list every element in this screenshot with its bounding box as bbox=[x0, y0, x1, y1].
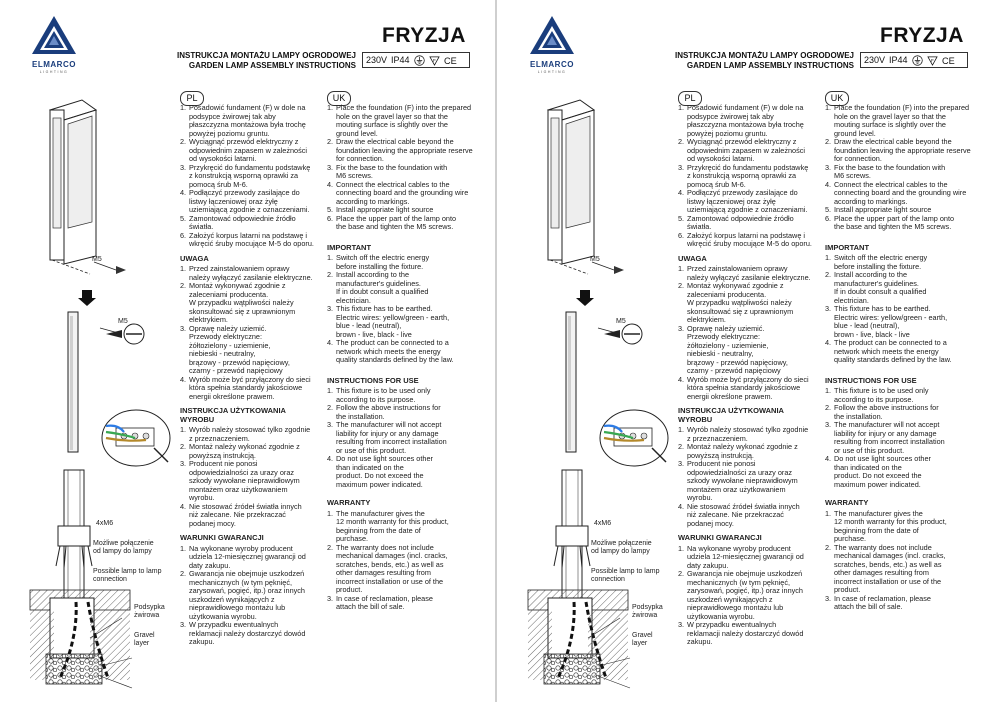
label-m5-top: M5 bbox=[92, 256, 102, 263]
elmarco-logo bbox=[22, 14, 86, 76]
title-en: GARDEN LAMP ASSEMBLY INSTRUCTIONS bbox=[188, 61, 356, 70]
en-step: Install appropriate light source bbox=[336, 205, 434, 214]
label-screws: 4xM6 bbox=[96, 520, 114, 527]
product-name: FRYZJA bbox=[880, 24, 964, 47]
label-possible-connection-pl: Możliwe połączenie od lampy do lampy bbox=[93, 540, 154, 555]
pl-uwaga-item: Montaż wykonywać zgodnie z zaleceniami producenta. W przypadku wątpliwości należy skonsultować się z uprawnionym elektrykiem. bbox=[687, 281, 794, 324]
en-important-item: Switch off the electric energy before installing the fixture. bbox=[834, 253, 928, 271]
pl-uzytk-item: Wyrób należy stosować tylko zgodnie z przeznaczeniem. bbox=[687, 425, 809, 443]
pl-step: Przykręcić do fundamentu podstawkę z konstrukcją wsporną oprawki za pomocą śrub M-6. bbox=[687, 162, 809, 189]
pl-gwar-item: Na wykonane wyroby producent udziela 12-miesięcznej gwarancji od daty zakupu. bbox=[189, 543, 306, 570]
f-mark-icon bbox=[429, 55, 440, 66]
pl-gwar-item: W przypadku ewentualnych reklamacji należy dostarczyć dowód zakupu. bbox=[189, 620, 306, 646]
lang-badge-uk: UK bbox=[825, 91, 849, 106]
pl-uzytk-title: INSTRUKCJA UŻYTKOWANIA WYROBU bbox=[678, 406, 784, 424]
title-pl: INSTRUKCJA MONTAŻU LAMPY OGRODOWEJ bbox=[177, 51, 356, 60]
ip-rating: IP44 bbox=[391, 55, 410, 65]
pl-step: Podłączyć przewody zasilające do listwy łączeniowej oraz żyłę uziemiającą zgodnie z oznaczeniami. bbox=[189, 188, 310, 214]
brand-sub: LIGHTING bbox=[39, 70, 69, 74]
ground-symbol-icon bbox=[912, 55, 923, 66]
en-important-title: IMPORTANT bbox=[825, 242, 870, 252]
svg-text:CE: CE bbox=[443, 55, 457, 66]
en-step: Fix the base to the foundation with M6 screws. bbox=[336, 162, 448, 180]
product-name: FRYZJA bbox=[382, 24, 466, 47]
pl-uwaga-item: Przed zainstalowaniem oprawy należy wyłączyć zasilanie elektryczne. bbox=[189, 264, 313, 282]
en-warranty-title: WARRANTY bbox=[825, 498, 869, 507]
english-column: 1. Place the foundation (F) into the prepared hole on the gravel layer so that the mouting surface is slightly over the ground level. 2. Draw the electrical cable beyond the foundation leaving the appropriate reserve for connection. 3. Fix the base to the foundation with M6 screws. 4. Connect the electrical cables to the connecting board and the grounding wire according to markings. 5. Install appropriate light source 6. Place the upper part of the lamp onto the base and tighten the M5 screws. IMPORTANT 1. Switch off the electric energy before installing the fixture. 2. Install according to the manufacturer's guidelines. If in doubt consult a qualified electrician. 3. This fixture has to be earthed. Electric wires: yellow/green - earth, blue - lead (neutral), brown - live, black - live 4. The product can be connected to a network which meets the energy quality standards defined by the law. INSTRUCTIONS FOR USE 1. This fixture is to be used only according to its purpose. 2. Follow the above instructions for the installation. 3. The manufacturer will not accept liability for injury or any damage resulting from incorrect installation or use of this product. 4. Do not use light sources other than indicated on the product. Do not exceed the maximum power indicated. WARRANTY 1. The manufacturer gives the 12 month warranty for this product, beginning from the date of purchase. 2. The warranty does not include mechanical damages (incl. cracks, scratches, bends, etc.) as well as other damages resulting from incorrect installation or use of the product. 3. In case of reclamation, please attach the bill of sale. bbox=[327, 104, 475, 612]
pl-step: Zamontować odpowiednie źródło światła. bbox=[687, 213, 794, 231]
pl-uzytk-item: Montaż należy wykonać zgodnie z powyższą instrukcją. bbox=[189, 442, 300, 460]
brand-name: ELMARCO bbox=[530, 60, 574, 69]
en-warranty-title: WARRANTY bbox=[327, 498, 371, 507]
pl-uwaga-item: Montaż wykonywać zgodnie z zaleceniami producenta. W przypadku wątpliwości należy skonsultować się z uprawnionym elektrykiem. bbox=[189, 281, 296, 324]
en-use-item: Follow the above instructions for the installation. bbox=[834, 403, 939, 421]
pl-uwaga-item: Przed zainstalowaniem oprawy należy wyłączyć zasilanie elektryczne. bbox=[687, 264, 811, 282]
en-use-item: This fixture is to be used only according to its purpose. bbox=[336, 386, 431, 404]
f-mark-icon bbox=[927, 55, 938, 66]
en-important-item: This fixture has to be earthed. Electric wires: yellow/green - earth, blue - lead (neutral), brown - live, black - live bbox=[336, 304, 450, 339]
en-step: Place the foundation (F) into the prepared hole on the gravel layer so that the mouting surface is slightly over the ground level. bbox=[834, 103, 970, 138]
pl-uzytk-item: Nie stosować źródeł światła innych niż zalecane. Nie przekraczać podanej mocy. bbox=[687, 501, 800, 528]
ce-mark-icon bbox=[444, 55, 455, 66]
ground-symbol-icon bbox=[414, 55, 425, 66]
voltage: 230V bbox=[366, 55, 388, 65]
en-use-item: Do not use light sources other than indicated on the product. Do not exceed the maximum power indicated. bbox=[834, 454, 931, 489]
en-warranty-item: In case of reclamation, please attach the bill of sale. bbox=[336, 593, 433, 611]
en-use-title: INSTRUCTIONS FOR USE bbox=[825, 375, 917, 385]
en-important-item: The product can be connected to a network which meets the energy quality standards defined by the law. bbox=[834, 338, 952, 364]
en-step: Install appropriate light source bbox=[834, 205, 932, 214]
pl-uwaga-item: Wyrób może być przyłączony do sieci która spełnia standardy jakościowe energii określone prawem. bbox=[189, 374, 311, 401]
label-possible-connection-en: Possible lamp to lamp connection bbox=[93, 568, 162, 583]
pl-uwaga-title: UWAGA bbox=[180, 253, 209, 263]
en-use-item: Follow the above instructions for the installation. bbox=[336, 403, 441, 421]
label-gravel-pl: Podsypka żwirowa bbox=[632, 604, 663, 619]
en-important-item: The product can be connected to a network which meets the energy quality standards defined by the law. bbox=[336, 338, 454, 364]
en-important-title: IMPORTANT bbox=[327, 242, 372, 252]
title-en: GARDEN LAMP ASSEMBLY INSTRUCTIONS bbox=[686, 61, 854, 70]
instruction-page-left bbox=[0, 0, 494, 702]
svg-text:F: F bbox=[930, 57, 934, 63]
en-step: Draw the electrical cable beyond the foundation leaving the appropriate reserve for connection. bbox=[336, 137, 473, 163]
brand-name: ELMARCO bbox=[32, 60, 76, 69]
pl-step: Przykręcić do fundamentu podstawkę z konstrukcją wsporną oprawki za pomocą śrub M-6. bbox=[189, 162, 311, 189]
en-step: Connect the electrical cables to the connecting board and the grounding wire according to markings. bbox=[834, 179, 967, 206]
label-possible-connection-pl: Możliwe połączenie od lampy do lampy bbox=[591, 540, 652, 555]
pl-gwar-item: W przypadku ewentualnych reklamacji należy dostarczyć dowód zakupu. bbox=[687, 620, 804, 646]
pl-step: Wyciągnąć przewód elektryczny z odpowiednim zapasem w zależności od wysokości latarni. bbox=[687, 137, 806, 163]
pl-uzytk-item: Montaż należy wykonać zgodnie z powyższą instrukcją. bbox=[687, 442, 798, 460]
pl-uzytk-item: Producent nie ponosi odpowiedzialności za urazy oraz szkody wywołane nieprawidłowym montażem oraz użytkowaniem wyrobu. bbox=[189, 459, 300, 502]
svg-text:F: F bbox=[432, 57, 436, 63]
pl-uzytk-item: Producent nie ponosi odpowiedzialności za urazy oraz szkody wywołane nieprawidłowym montażem oraz użytkowaniem wyrobu. bbox=[687, 459, 798, 502]
en-step: Place the upper part of the lamp onto the base and tighten the M5 screws. bbox=[336, 213, 457, 231]
label-gravel-en: Gravel layer bbox=[134, 632, 155, 647]
pl-uwaga-item: Oprawę należy uziemić. Przewody elektryczne: żółtozielony - uziemienie, niebieski - neutralny, brązowy - przewód napięciowy, czarny - przewód napięciowy bbox=[189, 323, 290, 375]
lang-badge-pl: PL bbox=[678, 91, 702, 106]
en-step: Fix the base to the foundation with M6 screws. bbox=[834, 162, 946, 180]
en-step: Place the foundation (F) into the prepared hole on the gravel layer so that the mouting surface is slightly over the ground level. bbox=[336, 103, 472, 138]
en-steps: 1. Place the foundation (F) into the prepared hole on the gravel layer so that the mouting surface is slightly over the ground level. 2. Draw the electrical cable beyond the foundation leaving the appropriate reserve for connection. 3. Fix the base to the foundation with M6 screws. 4. Connect the electrical cables to the connecting board and the grounding wire according to markings. 5. Install appropriate light source 6. Place the upper part of the lamp onto the base and tighten the M5 screws. bbox=[825, 103, 971, 231]
pl-gwar-item: Gwarancja nie obejmuje uszkodzeń mechanicznych (w tym pęknięć, zarysowań, pogięć, itp.) oraz innych uszkodzeń wynikających z nieprawidłowego montażu lub użytkowania wyrobu. bbox=[189, 569, 305, 621]
ip-rating: IP44 bbox=[889, 55, 908, 65]
pl-uzytk-item: Wyrób należy stosować tylko zgodnie z przeznaczeniem. bbox=[189, 425, 311, 443]
elmarco-logo bbox=[520, 14, 584, 76]
pl-gwar-item: Na wykonane wyroby producent udziela 12-miesięcznej gwarancji od daty zakupu. bbox=[687, 543, 804, 570]
en-step: Draw the electrical cable beyond the foundation leaving the appropriate reserve for connection. bbox=[834, 137, 971, 163]
page-divider bbox=[495, 0, 497, 702]
label-m5-top: M5 bbox=[590, 256, 600, 263]
pl-step: Posadowić fundament (F) w dole na podsypce żwirowej tak aby płaszczyzna montażowa była trochę powyżej poziomu gruntu. bbox=[189, 103, 306, 138]
spec-box bbox=[362, 52, 470, 68]
pl-step: Wyciągnąć przewód elektryczny z odpowiednim zapasem w zależności od wysokości latarni. bbox=[189, 137, 308, 163]
en-important-item: This fixture has to be earthed. Electric wires: yellow/green - earth, blue - lead (neutral), brown - live, black - live bbox=[834, 304, 948, 339]
en-use-item: The manufacturer will not accept liability for injury or any damage resulting from incorrect installation or use of this product. bbox=[336, 420, 447, 455]
lang-badge-pl: PL bbox=[180, 91, 204, 106]
elmarco-logo-icon bbox=[520, 14, 584, 60]
en-warranty-item: In case of reclamation, please attach the bill of sale. bbox=[834, 593, 931, 611]
en-warranty-item: The manufacturer gives the 12 month warranty for this product, beginning from the date of purchase. bbox=[336, 508, 449, 543]
pl-uwaga-item: Wyrób może być przyłączony do sieci która spełnia standardy jakościowe energii określone prawem. bbox=[687, 374, 809, 401]
polish-column: 1. Posadowić fundament (F) w dole na podsypce żwirowej tak aby płaszczyzna montażowa była trochę powyżej poziomu gruntu. 2. Wyciągnąć przewód elektryczny z odpowiednim zapasem w zależności od wysokości latarni. 3. Przykręcić do fundamentu podstawkę z konstrukcją wsporną oprawki za pomocą śrub M-6. 4. Podłączyć przewody zasilające do listwy łączeniowej oraz żyłę uziemiającą zgodnie z oznaczeniami. 5. Zamontować odpowiednie źródło światła. 6. Założyć korpus latarni na podstawę i wkręcić śruby mocujące M-5 do oporu. UWAGA 1. Przed zainstalowaniem oprawy należy wyłączyć zasilanie elektryczne. 2. Montaż wykonywać zgodnie z zaleceniami producenta. W przypadku wątpliwości należy skonsultować się z uprawnionym elektrykiem. 3. Oprawę należy uziemić. Przewody elektryczne: żółtozielony - uziemienie, niebieski - neutralny, brązowy - przewód napięciowy, czarny - przewód napięciowy 4. Wyrób może być przyłączony do sieci która spełnia standardy jakościowe energii określone prawem. INSTRUKCJA UŻYTKOWANIA WYROBU 1. Wyrób należy stosować tylko zgodnie z przeznaczeniem. 2. Montaż należy wykonać zgodnie z powyższą instrukcją. 3. Producent nie ponosi odpowiedzialności za urazy oraz szkody wywołane nieprawidłowym montażem oraz użytkowaniem wyrobu. 4. Nie stosować źródeł światła innych niż zalecane. Nie przekraczać podanej mocy. WARUNKI GWARANCJI 1. Na wykonane wyroby producent udziela 12-miesięcznej gwarancji od daty zakupu. 2. Gwarancja nie obejmuje uszkodzeń mechanicznych (w tym pęknięć, zarysowań, pogięć, itp.) oraz innych uszkodzeń wynikających z nieprawidłowego montażu lub użytkowania wyrobu. 3. W przypadku ewentualnych reklamacji należy dostarczyć dowód zakupu. bbox=[180, 104, 326, 647]
en-warranty-item: The warranty does not include mechanical damages (incl. cracks, scratches, bends, etc.) as well as other damages resulting from incorrect installation or use of the product. bbox=[336, 542, 448, 594]
pl-step: Założyć korpus latarni na podstawę i wkręcić śruby mocujące M-5 do oporu. bbox=[687, 230, 812, 248]
voltage: 230V bbox=[864, 55, 886, 65]
pl-step: Założyć korpus latarni na podstawę i wkręcić śruby mocujące M-5 do oporu. bbox=[189, 230, 314, 248]
title-pl: INSTRUKCJA MONTAŻU LAMPY OGRODOWEJ bbox=[675, 51, 854, 60]
lang-badge-uk: UK bbox=[327, 91, 351, 106]
label-m5-mid: M5 bbox=[616, 318, 626, 325]
en-important-item: Install according to the manufacturer's guidelines. If in doubt consult a qualified electrician. bbox=[834, 270, 927, 305]
en-steps: 1. Place the foundation (F) into the prepared hole on the gravel layer so that the mouting surface is slightly over the ground level. 2. Draw the electrical cable beyond the foundation leaving the appropriate reserve for connection. 3. Fix the base to the foundation with M6 screws. 4. Connect the electrical cables to the connecting board and the grounding wire according to markings. 5. Install appropriate light source 6. Place the upper part of the lamp onto the base and tighten the M5 screws. bbox=[327, 103, 473, 231]
spec-box bbox=[860, 52, 968, 68]
en-step: Connect the electrical cables to the connecting board and the grounding wire according to markings. bbox=[336, 179, 469, 206]
en-use-item: Do not use light sources other than indicated on the product. Do not exceed the maximum power indicated. bbox=[336, 454, 433, 489]
en-important-item: Switch off the electric energy before installing the fixture. bbox=[336, 253, 430, 271]
en-important-item: Install according to the manufacturer's guidelines. If in doubt consult a qualified electrician. bbox=[336, 270, 429, 305]
pl-steps: 1. Posadowić fundament (F) w dole na podsypce żwirowej tak aby płaszczyzna montażowa była trochę powyżej poziomu gruntu. 2. Wyciągnąć przewód elektryczny z odpowiednim zapasem w zależności od wysokości latarni. 3. Przykręcić do fundamentu podstawkę z konstrukcją wsporną oprawki za pomocą śrub M-6. 4. Podłączyć przewody zasilające do listwy łączeniowej oraz żyłę uziemiającą zgodnie z oznaczeniami. 5. Zamontować odpowiednie źródło światła. 6. Założyć korpus latarni na podstawę i wkręcić śruby mocujące M-5 do oporu. bbox=[180, 103, 314, 248]
pl-uzytk-title: INSTRUKCJA UŻYTKOWANIA WYROBU bbox=[180, 406, 286, 424]
pl-uwaga-title: UWAGA bbox=[678, 253, 707, 263]
polish-column: 1. Posadowić fundament (F) w dole na podsypce żwirowej tak aby płaszczyzna montażowa była trochę powyżej poziomu gruntu. 2. Wyciągnąć przewód elektryczny z odpowiednim zapasem w zależności od wysokości latarni. 3. Przykręcić do fundamentu podstawkę z konstrukcją wsporną oprawki za pomocą śrub M-6. 4. Podłączyć przewody zasilające do listwy łączeniowej oraz żyłę uziemiającą zgodnie z oznaczeniami. 5. Zamontować odpowiednie źródło światła. 6. Założyć korpus latarni na podstawę i wkręcić śruby mocujące M-5 do oporu. UWAGA 1. Przed zainstalowaniem oprawy należy wyłączyć zasilanie elektryczne. 2. Montaż wykonywać zgodnie z zaleceniami producenta. W przypadku wątpliwości należy skonsultować się z uprawnionym elektrykiem. 3. Oprawę należy uziemić. Przewody elektryczne: żółtozielony - uziemienie, niebieski - neutralny, brązowy - przewód napięciowy, czarny - przewód napięciowy 4. Wyrób może być przyłączony do sieci która spełnia standardy jakościowe energii określone prawem. INSTRUKCJA UŻYTKOWANIA WYROBU 1. Wyrób należy stosować tylko zgodnie z przeznaczeniem. 2. Montaż należy wykonać zgodnie z powyższą instrukcją. 3. Producent nie ponosi odpowiedzialności za urazy oraz szkody wywołane nieprawidłowym montażem oraz użytkowaniem wyrobu. 4. Nie stosować źródeł światła innych niż zalecane. Nie przekraczać podanej mocy. WARUNKI GWARANCJI 1. Na wykonane wyroby producent udziela 12-miesięcznej gwarancji od daty zakupu. 2. Gwarancja nie obejmuje uszkodzeń mechanicznych (w tym pęknięć, zarysowań, pogięć, itp.) oraz innych uszkodzeń wynikających z nieprawidłowego montażu lub użytkowania wyrobu. 3. W przypadku ewentualnych reklamacji należy dostarczyć dowód zakupu. bbox=[678, 104, 824, 647]
pl-step: Posadowić fundament (F) w dole na podsypce żwirowej tak aby płaszczyzna montażowa była trochę powyżej poziomu gruntu. bbox=[687, 103, 804, 138]
label-possible-connection-en: Possible lamp to lamp connection bbox=[591, 568, 660, 583]
pl-step: Zamontować odpowiednie źródło światła. bbox=[189, 213, 296, 231]
en-use-title: INSTRUCTIONS FOR USE bbox=[327, 375, 419, 385]
label-m5-mid: M5 bbox=[118, 318, 128, 325]
en-use-item: The manufacturer will not accept liability for injury or any damage resulting from incorrect installation or use of this product. bbox=[834, 420, 945, 455]
pl-steps: 1. Posadowić fundament (F) w dole na podsypce żwirowej tak aby płaszczyzna montażowa była trochę powyżej poziomu gruntu. 2. Wyciągnąć przewód elektryczny z odpowiednim zapasem w zależności od wysokości latarni. 3. Przykręcić do fundamentu podstawkę z konstrukcją wsporną oprawki za pomocą śrub M-6. 4. Podłączyć przewody zasilające do listwy łączeniowej oraz żyłę uziemiającą zgodnie z oznaczeniami. 5. Zamontować odpowiednie źródło światła. 6. Założyć korpus latarni na podstawę i wkręcić śruby mocujące M-5 do oporu. bbox=[678, 103, 812, 248]
pl-gwar-title: WARUNKI GWARANCJI bbox=[180, 533, 264, 542]
en-warranty-item: The warranty does not include mechanical damages (incl. cracks, scratches, bends, etc.) as well as other damages resulting from incorrect installation or use of the product. bbox=[834, 542, 946, 594]
brand-sub: LIGHTING bbox=[537, 70, 567, 74]
label-screws: 4xM6 bbox=[594, 520, 612, 527]
pl-uzytk-item: Nie stosować źródeł światła innych niż zalecane. Nie przekraczać podanej mocy. bbox=[189, 501, 302, 528]
instruction-page-right bbox=[498, 0, 992, 702]
label-gravel-pl: Podsypka żwirowa bbox=[134, 604, 165, 619]
pl-gwar-title: WARUNKI GWARANCJI bbox=[678, 533, 762, 542]
en-step: Place the upper part of the lamp onto the base and tighten the M5 screws. bbox=[834, 213, 955, 231]
svg-text:CE: CE bbox=[941, 55, 955, 66]
elmarco-logo-icon bbox=[22, 14, 86, 60]
english-column: 1. Place the foundation (F) into the prepared hole on the gravel layer so that the mouting surface is slightly over the ground level. 2. Draw the electrical cable beyond the foundation leaving the appropriate reserve for connection. 3. Fix the base to the foundation with M6 screws. 4. Connect the electrical cables to the connecting board and the grounding wire according to markings. 5. Install appropriate light source 6. Place the upper part of the lamp onto the base and tighten the M5 screws. IMPORTANT 1. Switch off the electric energy before installing the fixture. 2. Install according to the manufacturer's guidelines. If in doubt consult a qualified electrician. 3. This fixture has to be earthed. Electric wires: yellow/green - earth, blue - lead (neutral), brown - live, black - live 4. The product can be connected to a network which meets the energy quality standards defined by the law. INSTRUCTIONS FOR USE 1. This fixture is to be used only according to its purpose. 2. Follow the above instructions for the installation. 3. The manufacturer will not accept liability for injury or any damage resulting from incorrect installation or use of this product. 4. Do not use light sources other than indicated on the product. Do not exceed the maximum power indicated. WARRANTY 1. The manufacturer gives the 12 month warranty for this product, beginning from the date of purchase. 2. The warranty does not include mechanical damages (incl. cracks, scratches, bends, etc.) as well as other damages resulting from incorrect installation or use of the product. 3. In case of reclamation, please attach the bill of sale. bbox=[825, 104, 973, 612]
pl-uwaga-item: Oprawę należy uziemić. Przewody elektryczne: żółtozielony - uziemienie, niebieski - neutralny, brązowy - przewód napięciowy, czarny - przewód napięciowy bbox=[687, 323, 788, 375]
label-gravel-en: Gravel layer bbox=[632, 632, 653, 647]
en-use-item: This fixture is to be used only according to its purpose. bbox=[834, 386, 929, 404]
ce-mark-icon bbox=[942, 55, 953, 66]
pl-step: Podłączyć przewody zasilające do listwy łączeniowej oraz żyłę uziemiającą zgodnie z oznaczeniami. bbox=[687, 188, 808, 214]
pl-gwar-item: Gwarancja nie obejmuje uszkodzeń mechanicznych (w tym pęknięć, zarysowań, pogięć, itp.) oraz innych uszkodzeń wynikających z nieprawidłowego montażu lub użytkowania wyrobu. bbox=[687, 569, 803, 621]
en-warranty-item: The manufacturer gives the 12 month warranty for this product, beginning from the date of purchase. bbox=[834, 508, 947, 543]
